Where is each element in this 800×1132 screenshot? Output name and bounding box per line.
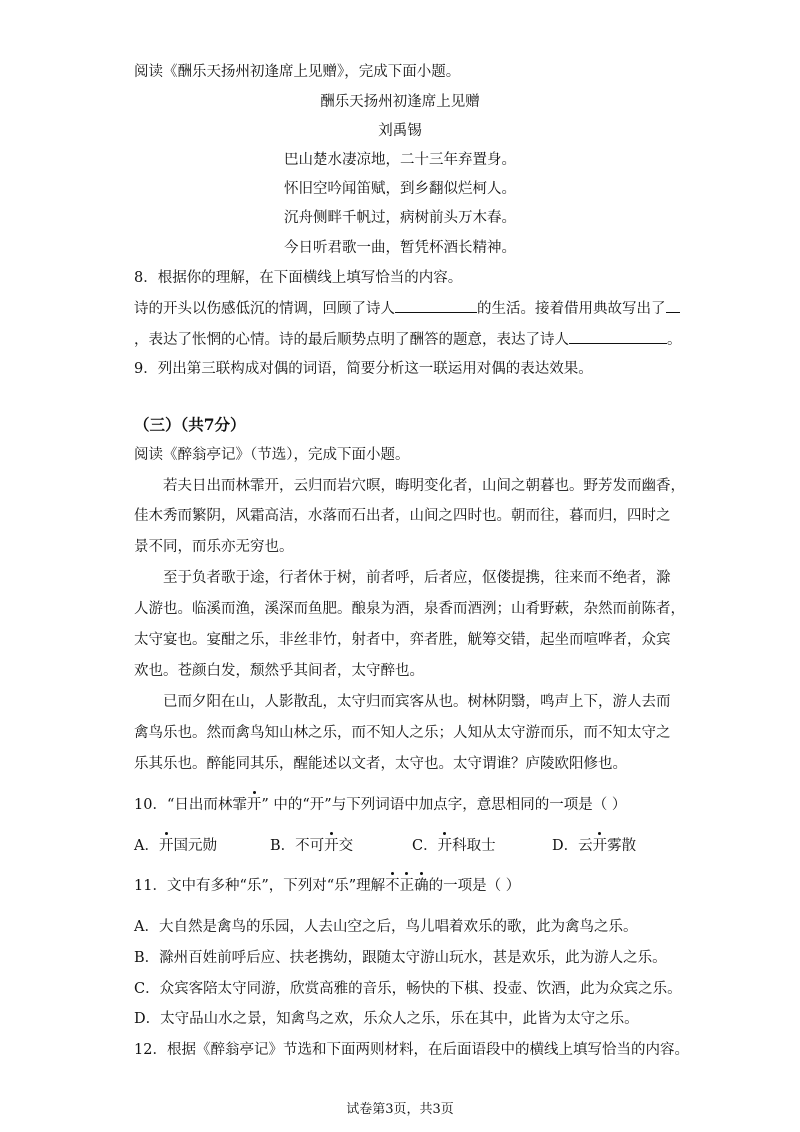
emphasis-dot-char: 正	[399, 878, 415, 894]
emphasis-dot-char: 开	[437, 838, 453, 854]
question-10	[134, 795, 626, 815]
option-label: C．	[412, 838, 438, 854]
essay-line: 若夫日出而林霏开，云归而岩穴暝，晦明变化者，山间之朝暮也。野芳发而幽香，	[163, 478, 685, 494]
option-c[interactable]	[412, 836, 496, 856]
answer-blank[interactable]	[666, 298, 680, 313]
option-b[interactable]: B．滁州百姓前呼后应、扶老携幼，跟随太守游山玩水，甚是欢乐，此为游人之乐。	[134, 950, 667, 966]
answer-blank[interactable]	[569, 329, 667, 344]
question-9: 9．列出第三联构成对偶的词语，简要分析这一联运用对偶的表达效果。	[134, 361, 593, 377]
poem-line: 巴山楚水凄凉地，二十三年弃置身。	[284, 152, 516, 168]
option-d[interactable]: D．太守品山水之景，知禽鸟之欢，乐众人之乐，乐在其中，此皆为太守之乐。	[134, 1011, 639, 1027]
emphasis-dot-char: 开	[324, 838, 339, 854]
essay-line: 至于负者歌于途，行者休于树，前者呼，后者应，伛偻提携，往来而不绝者，滁	[163, 570, 671, 586]
question-11	[134, 876, 520, 896]
answer-blank[interactable]	[395, 298, 477, 313]
question-8-text: 的生活。接着借用典故写出了	[477, 301, 666, 317]
option-a[interactable]: A．大自然是禽鸟的乐园，人去山空之后，鸟儿唱着欢乐的歌，此为禽鸟之乐。	[134, 919, 638, 935]
emphasis-dot-char: 开	[158, 838, 174, 854]
question-11-text: 的一项是（ ）	[428, 878, 521, 894]
option-text: 国元勋	[173, 838, 217, 854]
emphasis-dot-char: 不	[385, 878, 400, 894]
option-text: 交	[338, 838, 354, 854]
option-label: D．	[552, 838, 579, 854]
question-10-text: ” 中的“开”与下列词语中加点字，意思相同的一项是（ ）	[261, 797, 627, 813]
question-10-text: 10．“日出而林霏	[134, 797, 247, 813]
section-heading: （三）（共7分）	[134, 415, 246, 434]
poem-author: 刘禹锡	[378, 123, 422, 139]
question-8-line-2	[134, 329, 682, 350]
essay-line: 人游也。临溪而渔，溪深而鱼肥。酿泉为酒，泉香而酒洌；山肴野蔌，杂然而前陈者，	[134, 601, 685, 617]
option-a[interactable]	[134, 836, 217, 856]
essay-line: 欢也。苍颜白发，颓然乎其间者，太守醉也。	[134, 663, 424, 679]
essay-line: 景不同，而乐亦无穷也。	[134, 539, 294, 555]
option-text: 科取士	[452, 838, 496, 854]
reading-instruction-poem: 阅读《酬乐天扬州初逢席上见赠》，完成下面小题。	[134, 64, 461, 80]
option-text: 雾散	[607, 838, 637, 854]
option-label: B．	[270, 838, 296, 854]
question-12: 12．根据《醉翁亭记》节选和下面两则材料，在后面语段中的横线上填写恰当的内容。	[134, 1042, 689, 1058]
option-text: 云	[578, 838, 593, 854]
emphasis-dot-char: 开	[592, 838, 608, 854]
question-8-text: ，表达了怅惘的心情。诗的最后顺势点明了酬答的题意，表达了诗人	[134, 332, 569, 348]
poem-line: 沉舟侧畔千帆过，病树前头万木春。	[284, 210, 516, 226]
essay-line: 禽鸟乐也。然而禽鸟知山林之乐，而不知人之乐；人知从太守游而乐，而不知太守之	[134, 725, 671, 741]
essay-line: 乐其乐也。醉能同其乐，醒能述以文者，太守也。太守谓谁？庐陵欧阳修也。	[134, 756, 627, 772]
question-8-title: 8．根据你的理解，在下面横线上填写恰当的内容。	[134, 270, 463, 286]
emphasis-dot-char: 开	[246, 797, 262, 813]
question-8-line-1	[134, 298, 680, 319]
page-footer: 试卷第3页，共3页	[346, 1102, 454, 1117]
option-d[interactable]	[552, 836, 636, 856]
question-8-text: 。	[667, 332, 682, 348]
emphasis-dot-text	[385, 878, 429, 894]
poem-line: 今日听君歌一曲，暂凭杯酒长精神。	[284, 240, 516, 256]
poem-title: 酬乐天扬州初逢席上见赠	[320, 94, 480, 110]
question-8-text: 诗的开头以伤感低沉的情调，回顾了诗人	[134, 301, 395, 317]
emphasis-dot-char: 确	[414, 878, 429, 894]
poem-line: 怀旧空吟闻笛赋，到乡翻似烂柯人。	[284, 181, 516, 197]
reading-instruction-essay: 阅读《醉翁亭记》（节选），完成下面小题。	[134, 447, 410, 463]
option-text: 不可	[295, 838, 325, 854]
question-11-text: 11．文中有多种“乐”，下列对“乐”理解	[134, 878, 386, 894]
option-c[interactable]: C．众宾客陪太守同游，欣赏高雅的音乐，畅快的下棋、投壶、饮酒，此为众宾之乐。	[134, 981, 682, 997]
option-label: A．	[134, 838, 159, 854]
option-b[interactable]	[270, 836, 353, 856]
essay-line: 已而夕阳在山，人影散乱，太守归而宾客从也。树林阴翳，鸣声上下，游人去而	[163, 694, 671, 710]
essay-line: 佳木秀而繁阴，风霜高洁，水落而石出者，山间之四时也。朝而往，暮而归，四时之	[134, 508, 671, 524]
essay-line: 太守宴也。宴酣之乐，非丝非竹，射者中，弈者胜，觥筹交错，起坐而喧哗者，众宾	[134, 632, 671, 648]
